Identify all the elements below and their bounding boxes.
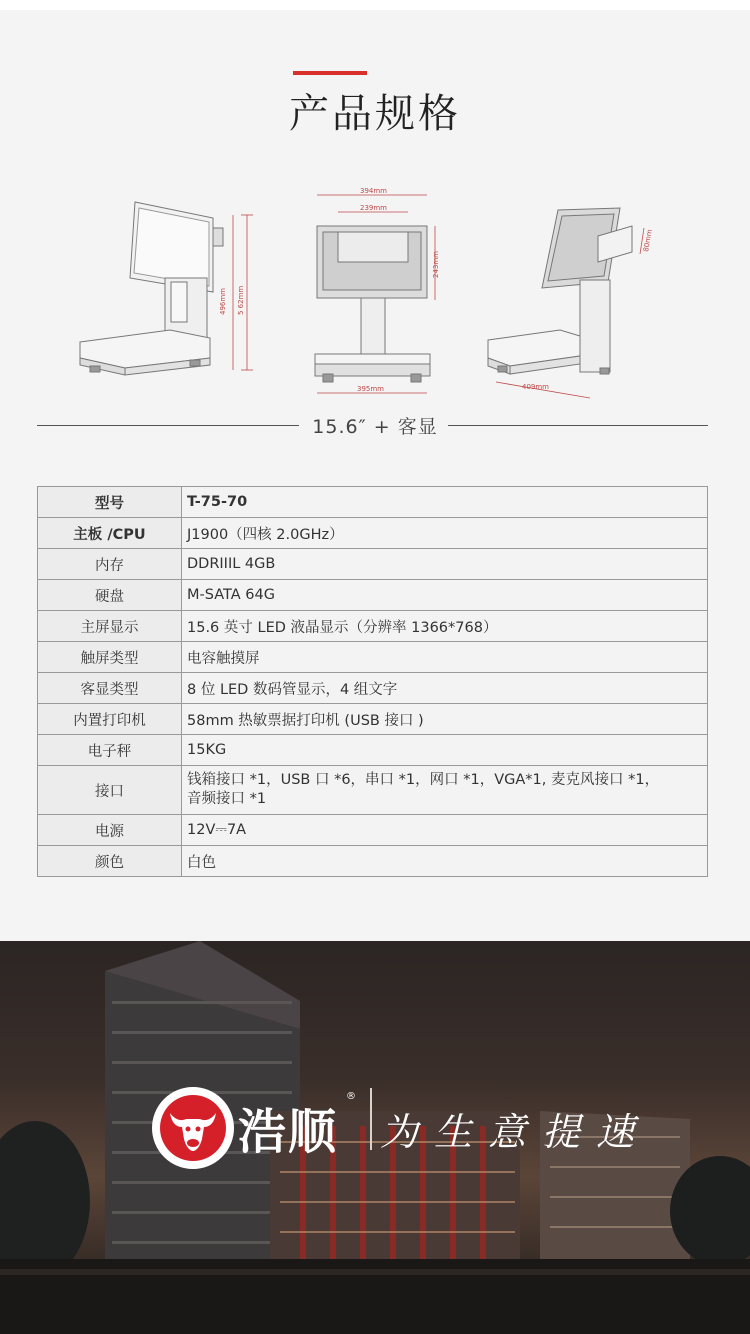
figure-caption-row [0, 410, 750, 440]
dim-width-inner: 239mm [360, 204, 387, 212]
table-row [38, 611, 708, 642]
spec-value: 8 位 LED 数码管显示，4 组文字 [182, 673, 708, 704]
spec-key: 电源 [38, 815, 182, 846]
spec-value: 电容触摸屏 [182, 642, 708, 673]
spec-value: DDRIIIL 4GB [182, 549, 708, 580]
spec-value-line: 钱箱接口 *1，USB 口 *6，串口 *1，网口 *1，VGA*1, 麦克风接口 *1， [187, 772, 660, 788]
spec-value: M-SATA 64G [182, 580, 708, 611]
product-back-view [480, 180, 660, 410]
spec-value-line: 音频接口 *1 [187, 791, 267, 807]
product-front-view [305, 180, 450, 410]
caption-line-left [37, 425, 299, 426]
spec-key: 内置打印机 [38, 704, 182, 735]
spec-key: 型号 [38, 487, 182, 518]
spec-key: 主板 /CPU [38, 518, 182, 549]
brand-name: 浩顺 [238, 1104, 339, 1160]
dim-width-base: 395mm [357, 385, 384, 393]
spec-key: 客显类型 [38, 673, 182, 704]
dim-depth-base: 409mm [522, 383, 549, 391]
table-row [38, 704, 708, 735]
table-row [38, 642, 708, 673]
table-row [38, 580, 708, 611]
table-row [38, 549, 708, 580]
figure-caption: 15.6″ + 客显 [312, 416, 438, 438]
table-row [38, 815, 708, 846]
page-title: 产品规格 [289, 91, 461, 137]
spec-value: 12V⎓7A [182, 815, 708, 846]
spec-key: 硬盘 [38, 580, 182, 611]
spec-key: 触屏类型 [38, 642, 182, 673]
spec-value [182, 766, 708, 815]
table-row [38, 487, 708, 518]
title-accent-bar [293, 71, 367, 75]
top-strip [0, 0, 750, 10]
bull-logo-icon [160, 1095, 226, 1161]
product-side-view [75, 180, 265, 410]
caption-line-right [448, 425, 708, 426]
spec-key: 内存 [38, 549, 182, 580]
spec-key: 电子秤 [38, 735, 182, 766]
spec-value: T-75-70 [182, 487, 708, 518]
spec-value: 白色 [182, 846, 708, 877]
spec-key: 颜色 [38, 846, 182, 877]
registered-mark: ® [346, 1091, 356, 1102]
table-row [38, 673, 708, 704]
table-row [38, 735, 708, 766]
spec-value: 58mm 热敏票据打印机 (USB 接口 ) [182, 704, 708, 735]
dim-height-screen: 243mm [432, 251, 440, 278]
spec-key: 主屏显示 [38, 611, 182, 642]
brand-logo [152, 1087, 234, 1169]
dim-height-total: 496mm [219, 288, 227, 315]
spec-value: 15KG [182, 735, 708, 766]
brand-banner [0, 941, 750, 1334]
dim-height-display: 80mm [642, 228, 654, 253]
brand-divider [370, 1088, 372, 1150]
dim-width-top: 394mm [360, 187, 387, 195]
spec-value: 15.6 英寸 LED 液晶显示（分辨率 1366*768） [182, 611, 708, 642]
table-row [38, 846, 708, 877]
table-row [38, 518, 708, 549]
brand-slogan: 为生意提速 [380, 1110, 651, 1154]
dim-height-alt: 5 62mm [237, 285, 245, 315]
spec-key: 接口 [38, 766, 182, 815]
spec-table [37, 486, 708, 877]
spec-value: J1900（四核 2.0GHz） [182, 518, 708, 549]
table-row [38, 766, 708, 815]
